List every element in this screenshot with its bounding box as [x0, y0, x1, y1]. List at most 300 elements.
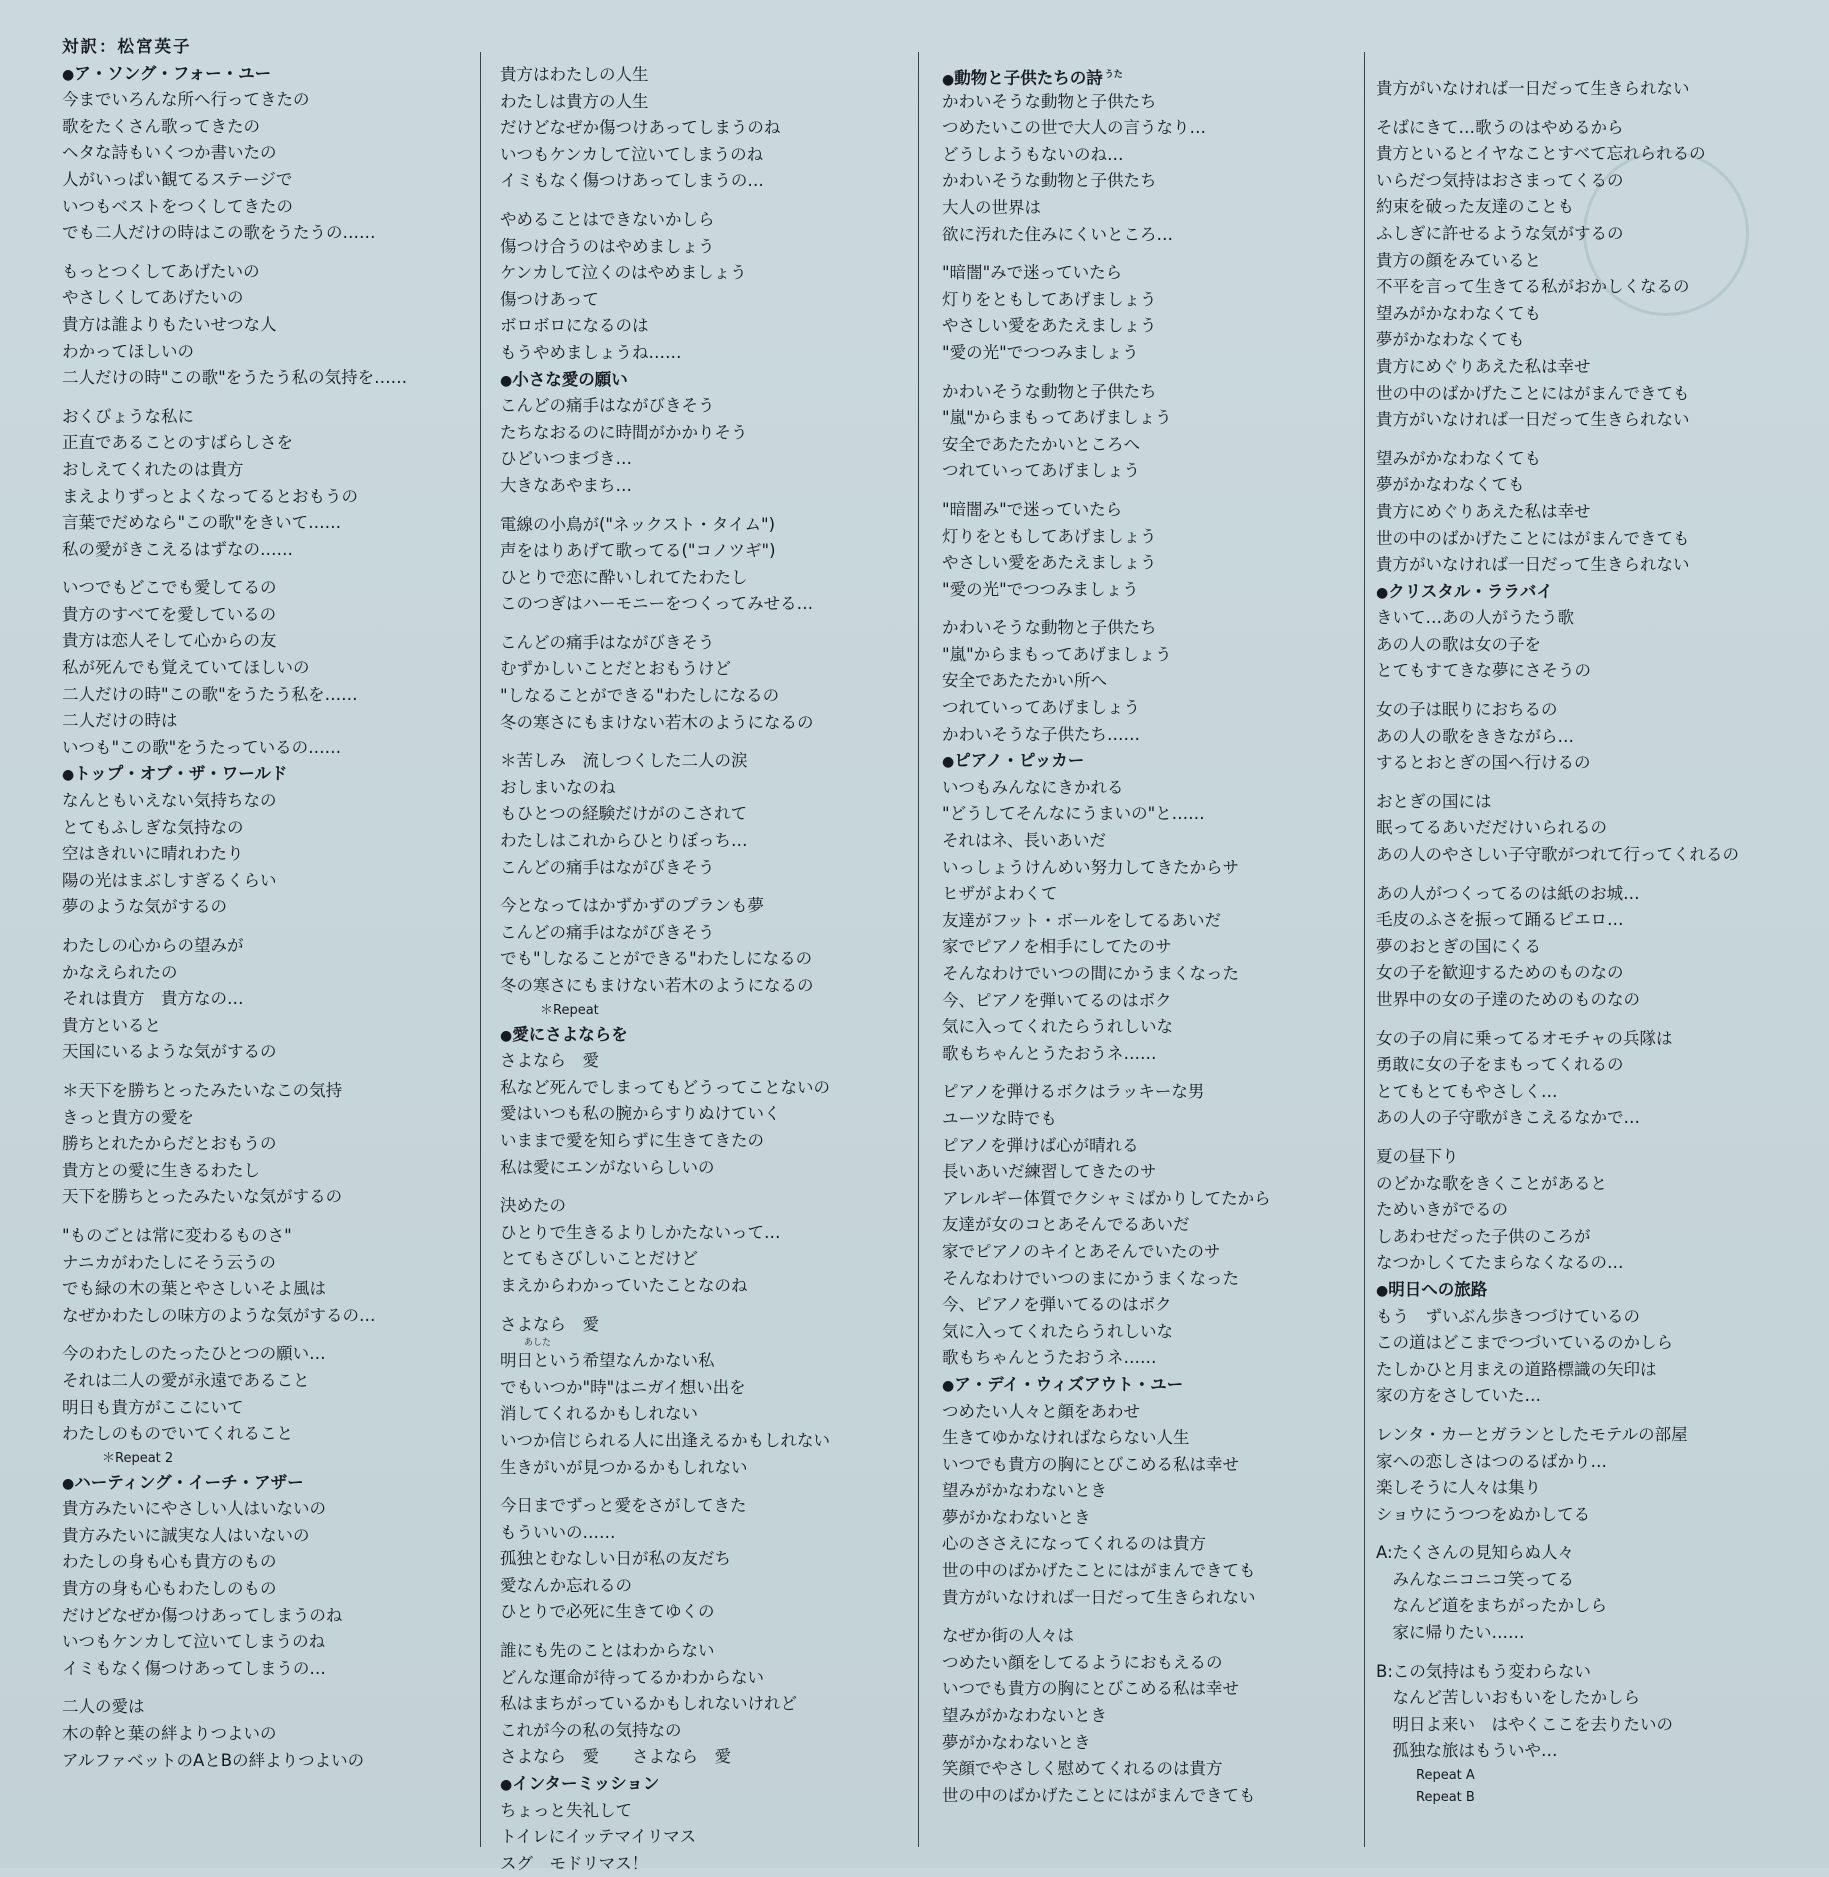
lyric-line: 夢のおとぎの国にくる	[1376, 936, 1541, 956]
lyric-line: 勝ちとれたからだとおもうの	[62, 1134, 277, 1154]
lyric-line: ひとりで恋に酔いしれてたわたし	[500, 567, 748, 587]
lyric-line: こんどの痛手はながびきそう	[500, 857, 715, 877]
lyric-line: 望みがかなわなくても	[1376, 303, 1541, 323]
lyric-line: みんなニコニコ笑ってる	[1376, 1569, 1574, 1589]
lyric-line: 安全であたたかいところへ	[942, 434, 1140, 454]
lyric-line: 夢がかなわないとき	[942, 1507, 1091, 1527]
stanza-gap	[1376, 1647, 1739, 1659]
song-title	[1376, 1277, 1739, 1304]
lyric-line: かなえられたの	[62, 962, 178, 982]
lyric-line: さよなら 愛 さよなら 愛	[500, 1747, 731, 1767]
lyric-line: あの人の子守歌がきこえるなかで…	[1376, 1108, 1640, 1128]
lyric-line: やさしい愛をあたえましょう	[942, 316, 1157, 336]
repeat-note: ＊Repeat	[540, 1002, 599, 1018]
lyric-line: 今日までずっと愛をさがしてきた	[500, 1496, 747, 1516]
lyric-line: 毛皮のふさを振って踊るピエロ…	[1376, 910, 1624, 930]
column-divider-2	[918, 52, 919, 1847]
lyric-line: いつでも貴方の胸にとびこめる私は幸せ	[942, 1679, 1239, 1699]
lyric-line: 心のささえになってくれるのは貴方	[942, 1534, 1206, 1554]
lyric-line: "暗闇"みで迷っていたら	[942, 263, 1123, 283]
lyric-line: 冬の寒さにもまけない若木のようになるの	[500, 712, 814, 732]
lyric-line: 家でピアノのキイとあそんでいたのサ	[942, 1241, 1221, 1261]
lyric-line: ケンカして泣くのはやめましょう	[500, 263, 747, 283]
lyric-line: やめることはできないかしら	[500, 209, 715, 229]
lyric-line: 女の子を歓迎するためのものなの	[1376, 963, 1624, 983]
lyric-line: 傷つけ合うのはやめましょう	[500, 236, 715, 256]
lyric-line: 今、ピアノを弾いてるのはボク	[942, 990, 1172, 1010]
lyric-line: 愛なんか忘れるの	[500, 1575, 632, 1595]
lyric-line: 貴方はわたしの人生	[500, 65, 649, 84]
lyric-line: たちなおるのに時間がかかりそう	[500, 422, 748, 442]
lyric-line: 孤独な旅はもういや…	[1376, 1741, 1558, 1761]
lyric-line: 天下を勝ちとったみたいな気がするの	[62, 1187, 343, 1207]
lyric-line: 私はまちがっているかもしれないけれど	[500, 1694, 797, 1714]
lyric-line: 夏の昼下り	[1376, 1146, 1459, 1166]
lyric-line: でもいつか"時"はニガイ想い出を	[500, 1377, 746, 1397]
song-title	[62, 761, 407, 788]
lyric-line: 今となってはかずかずのプランも夢	[500, 896, 764, 916]
lyric-line: 貴方といると	[62, 1015, 161, 1035]
lyric-line: 冬の寒さにもまけない若木のようになるの	[500, 976, 814, 995]
lyric-line: 愛はいつも私の腕からすりぬけていく	[500, 1104, 781, 1124]
lyric-line: 貴方との愛に生きるわたし	[62, 1160, 260, 1180]
lyric-line: 友達が女のコとあそんでるあいだ	[942, 1215, 1190, 1235]
lyric-line: アルファベットのAとBの絆よりつよいの	[62, 1750, 365, 1770]
song-title	[500, 1771, 830, 1798]
lyric-line: ピアノを弾けるボクはラッキーな男	[942, 1082, 1205, 1102]
stanza-gap	[1376, 1410, 1739, 1422]
lyric-line: 望みがかなわなくても	[1376, 448, 1541, 468]
lyric-line: トイレにイッテマイリマス	[500, 1827, 697, 1847]
lyric-line: でも緑の木の葉とやさしいそよ風は	[62, 1279, 326, 1299]
lyric-line: スグ モドリマス！	[500, 1853, 649, 1873]
lyric-line: やさしい愛をあたえましょう	[942, 553, 1157, 573]
lyric-line: 二人だけの時は	[62, 711, 178, 731]
lyric-line: とてもふしぎな気持なの	[62, 817, 244, 837]
lyric-line: いつか信じられる人に出逢えるかもしれない	[500, 1430, 830, 1450]
lyric-line: 夢がかなわなくても	[1376, 330, 1525, 350]
stanza-gap	[62, 1211, 407, 1223]
lyric-line: 夢がかなわないとき	[942, 1732, 1091, 1752]
lyric-line: 陽の光はまぶしすぎるくらい	[62, 870, 277, 890]
stanza-gap	[62, 1066, 407, 1078]
lyric-line: アレルギー体質でクシャミばかりしてたから	[942, 1188, 1271, 1208]
lyric-line: ＊苦しみ 流しつくした二人の涙	[500, 751, 748, 771]
lyric-line: なぜかわたしの味方のような気がするの…	[62, 1305, 376, 1325]
translator-credit: 対訳：松宮英子	[62, 37, 192, 56]
lyric-line: こんどの痛手はながびきそう	[500, 632, 715, 652]
lyric-line: ヘタな詩もいくつか書いたの	[62, 143, 277, 163]
lyric-line: 私など死んでしまってもどうってことないの	[500, 1077, 830, 1097]
lyric-line: 生きてゆかなければならない人生	[942, 1428, 1190, 1448]
lyric-line: こんどの痛手はながびきそう	[500, 922, 715, 942]
lyric-line: 消してくれるかもしれない	[500, 1404, 698, 1424]
lyric-line: 世の中のばかげたことにはがまんできても	[942, 1561, 1256, 1581]
lyric-line: "嵐"からまもってあげましょう	[942, 644, 1172, 664]
lyric-line: そばにきて…歌うのはやめるから	[1376, 117, 1624, 137]
repeat-note: Repeat A	[1416, 1768, 1475, 1784]
stanza-gap	[942, 1611, 1271, 1623]
lyric-line: ショウにうつつをぬかしてる	[1376, 1504, 1591, 1524]
lyric-line: 灯りをともしてあげましょう	[942, 289, 1157, 309]
column-divider-1	[480, 52, 481, 1847]
lyric-line: なんど道をまちがったかしら	[1376, 1596, 1607, 1616]
stanza-gap	[500, 618, 830, 630]
stanza-gap	[1376, 103, 1739, 115]
stanza-gap	[62, 563, 407, 575]
lyric-line: わたしのものでいてくれること	[62, 1424, 293, 1444]
lyric-line: おしえてくれたのは貴方	[62, 459, 244, 479]
stanza-gap	[1376, 434, 1739, 446]
repeat-note: Repeat B	[1416, 1790, 1475, 1806]
lyric-line: もう ずいぶん歩きつづけているの	[1376, 1306, 1640, 1326]
lyric-line: "ものごとは常に変わるものさ"	[62, 1225, 292, 1245]
lyric-line: まえよりずっとよくなってるとおもうの	[62, 486, 359, 506]
lyric-line: 貴方にめぐりあえた私は幸せ	[1376, 356, 1591, 376]
lyric-line: なぜか街の人々は	[942, 1626, 1074, 1646]
lyric-line: するとおとぎの国へ行けるの	[1376, 753, 1591, 773]
lyric-line: このつぎはハーモニーをつくってみせる…	[500, 594, 814, 614]
lyric-line: イミもなく傷つけあってしまうの…	[62, 1658, 326, 1678]
stanza-gap	[62, 921, 407, 933]
lyric-line: あの人の歌をききながら…	[1376, 726, 1574, 746]
stanza-gap	[500, 881, 830, 893]
lyric-line: いつもみんなにきかれる	[942, 777, 1124, 797]
lyric-line: いつでもどこでも愛してるの	[62, 578, 277, 598]
lyric-line: 欲に汚れた住みにくいところ…	[942, 224, 1173, 244]
lyric-line: いつでも貴方の胸にとびこめる私は幸せ	[942, 1454, 1239, 1474]
lyric-line: 歌もちゃんとうたおうネ……	[942, 1043, 1157, 1063]
song-title	[62, 1470, 407, 1497]
lyric-line: とてもとてもやさしく…	[1376, 1081, 1558, 1101]
lyric-line: 大人の世界は	[942, 197, 1041, 217]
song-title-text: ピアノ・ピッカー	[954, 751, 1085, 771]
repeat-note: ＊Repeat 2	[102, 1450, 174, 1466]
stanza-gap	[62, 1682, 407, 1694]
lyric-line: 家の方をさしていた…	[1376, 1386, 1541, 1406]
lyric-line: 天国にいるような気がするの	[62, 1042, 277, 1062]
stanza-gap	[500, 1300, 830, 1312]
lyric-line: 貴方みたいにやさしい人はいないの	[62, 1499, 326, 1519]
lyric-line: かわいそうな動物と子供たち	[942, 381, 1157, 401]
lyric-line: きっと貴方の愛を	[62, 1107, 194, 1127]
song-title	[1376, 579, 1739, 606]
lyric-line: 今のわたしのたったひとつの願い…	[62, 1344, 326, 1364]
lyric-line: ヒザがよわくて	[942, 884, 1058, 904]
song-title-text: ア・ソング・フォー・ユー	[74, 63, 272, 83]
lyric-line: 二人だけの時"この歌"をうたう私の気持を……	[62, 368, 408, 388]
lyrics-column-4	[1376, 76, 1739, 1809]
song-title-text: ハーティング・イーチ・アザー	[74, 1472, 304, 1492]
lyric-line: 貴方がいなければ一日だって生きられない	[942, 1587, 1256, 1607]
lyric-line: 望みがかなわないとき	[942, 1706, 1107, 1726]
lyric-line: 長いあいだ練習してきたのサ	[942, 1162, 1157, 1182]
lyric-line: 世の中のばかげたことにはがまんできても	[942, 1785, 1256, 1805]
lyric-line: どんな運命が待ってるかわからない	[500, 1667, 764, 1687]
lyric-line: 声をはりあげて歌ってる("コノツギ")	[500, 541, 776, 561]
lyric-line: 世の中のばかげたことにはがまんできても	[1376, 528, 1690, 548]
lyric-line: 二人だけの時"この歌"をうたう私を……	[62, 684, 358, 704]
lyric-line: もういいの……	[500, 1522, 616, 1542]
song-title	[942, 748, 1271, 775]
lyric-line: とてもさびしいことだけど	[500, 1249, 698, 1269]
lyric-line: こんどの痛手はながびきそう	[500, 396, 715, 416]
stanza-gap	[942, 1067, 1271, 1079]
lyric-line: ピアノを弾けば心が晴れる	[942, 1135, 1139, 1155]
lyric-line: 明日よ来い はやくここを去りたいの	[1376, 1714, 1673, 1734]
lyric-line: 女の子は眠りにおちるの	[1376, 700, 1558, 720]
stanza-gap	[1376, 869, 1739, 881]
lyric-line: 貴方といるとイヤなことすべて忘れられるの	[1376, 144, 1706, 164]
lyric-line: これが今の私の気持なの	[500, 1720, 682, 1740]
stanza-gap	[62, 392, 407, 404]
lyric-line: いらだつ気持はおさまってくるの	[1376, 170, 1624, 190]
lyric-line: 灯りをともしてあげましょう	[942, 526, 1157, 546]
lyric-line: さよなら 愛	[500, 1314, 599, 1334]
lyric-line: ユーツな時でも	[942, 1108, 1057, 1128]
lyric-line: かわいそうな子供たち……	[942, 724, 1140, 744]
lyric-line: 木の幹と葉の絆よりつよいの	[62, 1724, 277, 1744]
stanza-gap	[1376, 1132, 1739, 1144]
lyric-line: おとぎの国には	[1376, 791, 1492, 811]
lyric-line: それはネ、長いあいだ	[942, 831, 1107, 851]
lyric-line: だけどなぜか傷つけあってしまうのね	[500, 118, 781, 138]
lyric-line: "しなることができる"わたしになるの	[500, 686, 780, 706]
lyric-line: ひどいつまづき…	[500, 449, 632, 469]
lyric-line: ひとりで生きるよりしかたないって…	[500, 1222, 781, 1242]
lyric-line: そんなわけでいつの間にかうまくなった	[942, 964, 1239, 983]
lyric-line: 貴方にめぐりあえた私は幸せ	[1376, 501, 1591, 521]
lyric-line: ふしぎに許せるような気がするの	[1376, 223, 1624, 243]
lyric-line: 私は愛にエンがないらしいの	[500, 1157, 715, 1177]
lyric-line: なんともいえない気持ちなの	[62, 791, 277, 811]
lyric-line: のどかな歌をきくことがあると	[1376, 1173, 1607, 1193]
lyric-line: あの人がつくってるのは紙のお城…	[1376, 883, 1640, 903]
lyric-line: どうしようもないのね…	[942, 144, 1124, 164]
song-title	[942, 62, 1271, 89]
lyric-line: 私の愛がきこえるはずなの……	[62, 539, 293, 559]
furigana: あした	[524, 1338, 552, 1349]
furigana: うた	[1104, 70, 1123, 80]
stanza-gap	[500, 1626, 830, 1638]
lyric-line: 世界中の女の子達のためのものなの	[1376, 990, 1640, 1009]
lyric-line: 気に入ってくれたらうれしいな	[942, 1017, 1173, 1037]
lyric-line: 言葉でだめなら"この歌"をきいて……	[62, 513, 342, 533]
lyric-line: つめたいこの世で大人の言うなり…	[942, 118, 1206, 138]
song-title-text: インターミッション	[512, 1774, 660, 1794]
lyric-line: それは二人の愛が永遠であること	[62, 1370, 310, 1390]
lyric-line: 気に入ってくれたらうれしいな	[942, 1321, 1173, 1341]
stanza-gap	[942, 485, 1271, 497]
lyric-line: たしかひと月まえの道路標識の矢印は	[1376, 1359, 1657, 1379]
lyric-line: なんど苦しいおもいをしたかしら	[1376, 1688, 1640, 1708]
lyric-line: A:たくさんの見知らぬ人々	[1376, 1543, 1575, 1563]
lyric-line: レンタ・カーとガランとしたモテルの部屋	[1376, 1424, 1688, 1444]
lyric-line: 正直であることのすばらしさを	[62, 433, 293, 453]
lyric-line: かわいそうな動物と子供たち	[942, 618, 1157, 638]
lyric-line: 歌をたくさん歌ってきたの	[62, 116, 260, 136]
lyric-line: 貴方の身も心もわたしのもの	[62, 1579, 277, 1599]
song-title-text: 動物と子供たちの詩	[954, 68, 1103, 88]
lyric-line: しあわせだった子供のころが	[1376, 1226, 1591, 1246]
lyric-line: だけどなぜか傷つけあってしまうのね	[62, 1605, 343, 1625]
lyric-line: おしまいなのね	[500, 777, 616, 797]
lyric-line: 夢のような気がするの	[62, 897, 227, 917]
lyric-line: とてもすてきな夢にさそうの	[1376, 661, 1591, 681]
lyric-line: もっとつくしてあげたいの	[62, 261, 260, 281]
lyric-line: でも"しなることができる"わたしになるの	[500, 949, 813, 969]
lyric-line: 望みがかなわないとき	[942, 1481, 1107, 1501]
lyric-line: B:この気持はもう変わらない	[1376, 1661, 1591, 1681]
lyric-line: 友達がフット・ボールをしてるあいだ	[942, 910, 1222, 930]
stanza-gap	[500, 1481, 830, 1493]
lyric-line: いままで愛を知らずに生きてきたの	[500, 1130, 764, 1150]
lyric-line: もうやめましょうね……	[500, 342, 682, 362]
lyric-line: いつもベストをつくしてきたの	[62, 196, 293, 216]
lyrics-column-1	[62, 34, 407, 1774]
lyrics-column-3	[942, 62, 1271, 1809]
lyrics-column-2	[500, 62, 830, 1877]
stanza-gap	[62, 1329, 407, 1341]
lyric-line: ナニカがわたしにそう云うの	[62, 1252, 276, 1272]
lyric-line: 貴方がいなければ一日だって生きられない	[1376, 79, 1690, 98]
lyric-line: 約束を破った友達のことも	[1376, 197, 1574, 217]
lyric-line: 二人の愛は	[62, 1697, 145, 1717]
song-title-text: 小さな愛の願い	[512, 369, 628, 389]
lyric-line: むずかしいことだとおもうけど	[500, 659, 731, 679]
lyric-line: わかってほしいの	[62, 341, 194, 361]
lyric-line: イミもなく傷つけあってしまうの…	[500, 171, 764, 191]
stanza-gap	[1376, 1528, 1739, 1540]
lyric-line: 貴方は誰よりもたいせつな人	[62, 314, 277, 334]
lyric-line: つめたい顔をしてるようにおもえるの	[942, 1652, 1223, 1672]
lyric-line: 決めたの	[500, 1196, 566, 1216]
lyric-line: 女の子の肩に乗ってるオモチャの兵隊は	[1376, 1028, 1673, 1048]
lyric-line: いっしょうけんめい努力してきたからサ	[942, 857, 1239, 877]
lyric-line: 傷つけあって	[500, 289, 599, 309]
column-divider-3	[1364, 52, 1365, 1847]
lyric-line: いつもケンカして泣いてしまうのね	[500, 144, 764, 164]
lyric-line: でも二人だけの時はこの歌をうたうの……	[62, 223, 376, 243]
song-title-text: ア・デイ・ウィズアウト・ユー	[954, 1374, 1184, 1394]
stanza-gap	[500, 500, 830, 512]
song-title-text: トップ・オブ・ザ・ワールド	[74, 764, 288, 784]
lyric-line: わたしはこれからひとりぼっち…	[500, 831, 748, 851]
lyric-line: いつも"この歌"をうたっているの……	[62, 737, 342, 757]
lyric-line: 孤独とむなしい日が私の友だち	[500, 1549, 731, 1569]
lyric-line: わたしの身も心も貴方のもの	[62, 1552, 277, 1572]
lyric-line: 人がいっぱい観てるステージで	[62, 169, 293, 189]
lyric-line: かわいそうな動物と子供たち	[942, 171, 1157, 191]
lyric-line: 今までいろんな所へ行ってきたの	[62, 90, 310, 110]
lyric-line: 世の中のばかげたことにはがまんできても	[1376, 383, 1690, 403]
lyric-line: ちょっと失礼して	[500, 1800, 632, 1820]
lyric-line: なつかしくてたまらなくなるの…	[1376, 1253, 1624, 1273]
lyric-line: もひとつの経験だけがのこされて	[500, 804, 748, 824]
lyric-line: つれていってあげましょう	[942, 698, 1140, 718]
stanza-gap	[500, 736, 830, 748]
lyric-line: 電線の小鳥が("ネックスト・タイム")	[500, 514, 776, 534]
lyric-line: かわいそうな動物と子供たち	[942, 91, 1157, 111]
lyric-line: 生きがいが見つかるかもしれない	[500, 1457, 748, 1477]
lyric-line: ボロボロになるのは	[500, 316, 649, 336]
lyric-line: 誰にも先のことはわからない	[500, 1641, 715, 1661]
lyric-line: 不平を言って生きてる私がおかしくなるの	[1376, 277, 1690, 297]
lyric-line: つめたい人々と顔をあわせ	[942, 1401, 1140, 1421]
lyric-line: そんなわけでいつのまにかうまくなった	[942, 1268, 1239, 1288]
lyric-line: 貴方がいなければ一日だって生きられない	[1376, 410, 1690, 430]
lyric-line: 明日も貴方がここにいて	[62, 1397, 244, 1417]
stanza-gap	[942, 248, 1271, 260]
lyric-line: 大きなあやまち…	[500, 475, 632, 495]
lyric-line: 貴方みたいに誠実な人はいないの	[62, 1525, 310, 1545]
stanza-gap	[1376, 685, 1739, 697]
song-title	[62, 61, 407, 88]
lyric-line: いつもケンカして泣いてしまうのね	[62, 1632, 326, 1652]
lyric-line: あの人のやさしい子守歌がつれて行ってくれるの	[1376, 845, 1739, 865]
lyric-line: 夢がかなわなくても	[1376, 475, 1525, 495]
stanza-gap	[500, 1181, 830, 1193]
lyric-line: つれていってあげましょう	[942, 461, 1140, 481]
lyric-line: やさしくしてあげたいの	[62, 288, 244, 308]
lyric-line: 今、ピアノを弾いてるのはボク	[942, 1295, 1172, 1315]
song-title	[500, 1022, 830, 1049]
song-title-text: クリスタル・ララバイ	[1388, 581, 1553, 601]
lyric-line: "愛の光"でつつみましょう	[942, 342, 1139, 362]
lyric-line: 貴方は恋人そして心からの友	[62, 631, 277, 651]
lyric-line: 私が死んでも覚えていてほしいの	[62, 658, 310, 678]
lyric-line: それは貴方 貴方なの…	[62, 989, 244, 1009]
lyric-line: ためいきがでるの	[1376, 1200, 1508, 1220]
lyric-line: さよなら 愛	[500, 1051, 599, 1071]
lyric-line: 勇敢に女の子をまもってくれるの	[1376, 1055, 1624, 1075]
lyric-line: 貴方の顔をみていると	[1376, 250, 1541, 270]
lyric-line: 空はきれいに晴れわたり	[62, 844, 244, 864]
lyric-line: ＊天下を勝ちとったみたいなこの気持	[62, 1080, 343, 1100]
lyric-line: きいて…あの人がうたう歌	[1376, 608, 1574, 628]
lyric-line: 明日という希望なんかない私	[500, 1351, 715, 1371]
stanza-gap	[942, 603, 1271, 615]
lyric-line: "どうしてそんなにうまいの"と……	[942, 804, 1205, 824]
stanza-gap	[1376, 1014, 1739, 1026]
lyric-line: 家でピアノを相手にしてたのサ	[942, 937, 1172, 957]
lyric-line: 楽しそうに人々は集り	[1376, 1478, 1541, 1498]
lyric-line: 歌もちゃんとうたおうネ……	[942, 1348, 1157, 1368]
stanza-gap	[942, 367, 1271, 379]
lyric-line: 家に帰りたい……	[1376, 1623, 1525, 1643]
stanza-gap	[62, 247, 407, 259]
lyric-line: おくびょうな私に	[62, 406, 194, 426]
song-title	[500, 367, 830, 394]
song-title-text: 明日への旅路	[1388, 1279, 1488, 1299]
lyric-line: "愛の光"でつつみましょう	[942, 579, 1139, 599]
lyric-line: わたしは貴方の人生	[500, 91, 649, 111]
lyric-line: 貴方のすべてを愛しているの	[62, 604, 277, 624]
lyric-line: "暗闇み"で迷っていたら	[942, 499, 1123, 519]
song-title-text: 愛にさよならを	[512, 1024, 628, 1044]
lyric-line: まえからわかっていたことなのね	[500, 1275, 748, 1295]
stanza-gap	[1376, 777, 1739, 789]
lyric-line: わたしの心からの望みが	[62, 936, 244, 955]
lyric-line: ひとりで必死に生きてゆくの	[500, 1602, 715, 1622]
song-title	[942, 1372, 1271, 1399]
lyric-line: 安全であたたかい所へ	[942, 671, 1107, 691]
lyric-line: 眠ってるあいだだけいられるの	[1376, 818, 1607, 838]
lyric-line: この道はどこまでつづいているのかしら	[1376, 1333, 1673, 1353]
lyric-line: あの人の歌は女の子を	[1376, 634, 1541, 654]
lyric-line: 家への恋しさはつのるばかり…	[1376, 1451, 1607, 1471]
stanza-gap	[500, 195, 830, 207]
